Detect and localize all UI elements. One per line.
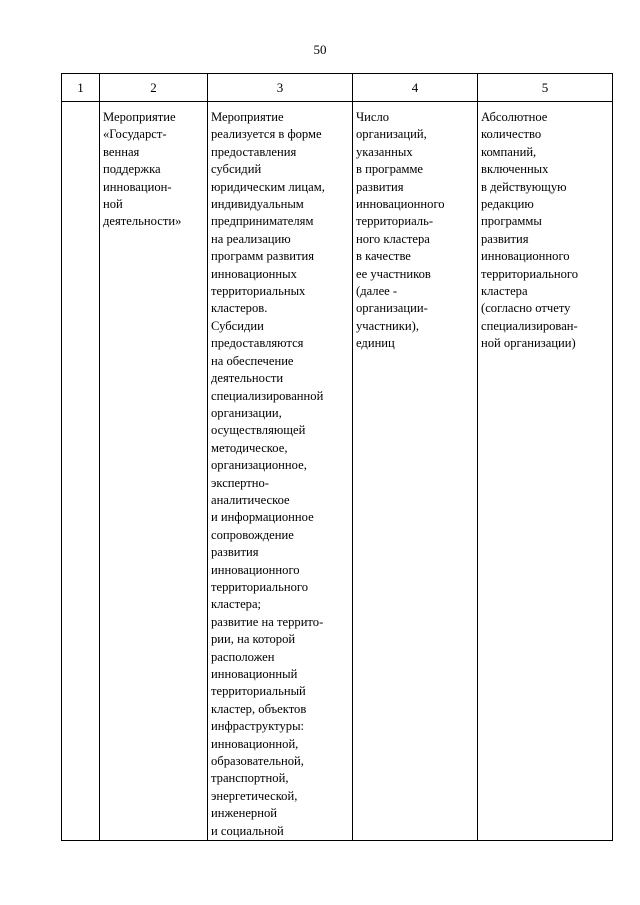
column-header-4: 4 [353, 74, 478, 102]
page-number: 50 [313, 42, 327, 57]
column-header-2: 2 [100, 74, 208, 102]
calculation-method-text: Абсолютное количество компаний, включенных в действующую редакцию программы развития инновационного территориального кластера (согласно отчету специализирован- ной организации) [481, 110, 579, 351]
column-header-3: 3 [208, 74, 353, 102]
cell-indicator [353, 102, 478, 841]
cell-calculation-method [478, 102, 613, 841]
indicator-text: Число организаций, указанных в программе развития инновационного территориаль- ного кластера в качестве ее участников (далее - организации- участники), единиц [356, 110, 445, 351]
column-header-1: 1 [62, 74, 100, 102]
event-name-text: Мероприятие «Государст- венная поддержка инновацион- ной деятельности» [103, 110, 182, 229]
column-header-5: 5 [478, 74, 613, 102]
cell-event-name [100, 102, 208, 841]
cell-number [62, 102, 100, 841]
cell-event-description [208, 102, 353, 841]
table-header-row [62, 74, 613, 102]
cell-number-text [62, 102, 99, 109]
document-table [61, 73, 613, 841]
table-row [62, 102, 613, 841]
event-description-text: Мероприятие реализуется в форме предоставления субсидий юридическим лицам, индивидуальным предпринимателям на реализацию программ развития инновационных территориальных кластеров. Субсидии предоставляются на обеспечение деятельности специализированной организации, осуществляющей методическое, организационное, экспертно- аналитическое и информационное сопровождение развития инновационного территориального кластера; развитие на террито- рии, на которой расположен инновационный территориальный кластер, объектов инфраструктуры: инновационной, образовательной, транспортной, энергетической, инженерной и социальной [211, 110, 325, 838]
